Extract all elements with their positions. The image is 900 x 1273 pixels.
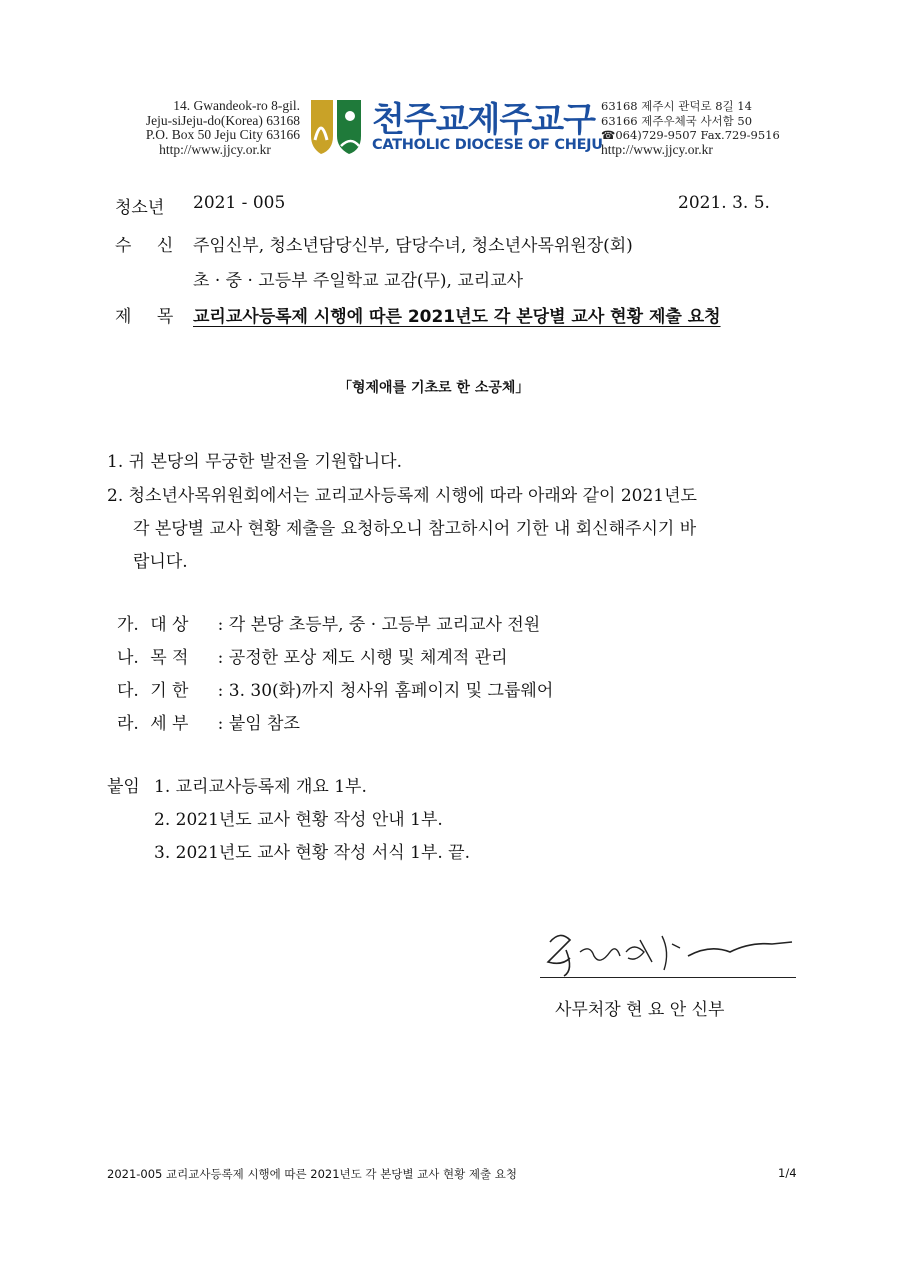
doc-number: 2021 - 005 [193,193,286,213]
phone-fax: ☎064)729-9507 Fax.729-9516 [601,128,780,142]
letterhead-address-en [130,99,300,157]
item-marker: 라. [117,714,139,734]
item-marker: 다. [117,681,139,701]
attachment-item: 1. 교리교사등록제 개요 1부. [154,777,367,797]
item-value: : 공정한 포상 제도 시행 및 체계적 관리 [217,648,508,668]
address-line: 14. Gwandeok-ro 8-gil. [173,98,300,113]
recipient-line: 주임신부, 청소년담당신부, 담당수녀, 청소년사목위원장(회) [193,236,633,256]
list-item [117,676,553,701]
handwritten-signature [540,922,800,980]
subject-title: 교리교사등록제 시행에 따른 2021년도 각 본당별 교사 현황 제출 요청 [193,307,721,327]
recipient-line: 초 · 중 · 고등부 주일학교 교감(무), 교리교사 [193,271,524,291]
attachments-label: 붙임 [107,777,140,797]
address-line: 63168 제주시 관덕로 8길 14 [601,99,752,113]
list-item [117,610,540,635]
motto: 「형제애를 기초로 한 소공체」 [338,380,530,396]
brand-name-korean: 천주교제주교구 [372,100,595,140]
item-value: : 3. 30(화)까지 청사위 홈페이지 및 그룹웨어 [217,681,554,701]
footer-title: 2021-005 교리교사등록제 시행에 따른 2021년도 각 본당별 교사 현황 제출 요청 [107,1167,518,1181]
item-marker: 가. [117,615,139,635]
address-line: 63166 제주우체국 사서함 50 [601,113,753,128]
page-number: 1/4 [778,1166,797,1180]
paragraph-2-line: 각 본당별 교사 현황 제출을 요청하오니 참고하시어 기한 내 회신해주시기 바 [133,519,697,539]
address-line: P.O. Box 50 Jeju City 63166 [145,127,300,142]
doc-date: 2021. 3. 5. [678,193,770,213]
signature-line [540,977,796,978]
item-marker: 나. [117,648,139,668]
paragraph-1: 1. 귀 본당의 무궁한 발전을 기원합니다. [107,452,402,472]
subject-label: 제 목 [115,307,184,327]
doc-number-label: 청소년 [115,198,165,218]
website-link[interactable]: http://www.jjcy.or.kr [159,141,271,157]
item-value: : 각 본당 초등부, 중 · 고등부 교리교사 전원 [217,615,541,635]
item-label: 세 부 [150,714,189,734]
item-value: : 붙임 참조 [217,714,300,734]
signatory: 사무처장 현 요 안 신부 [555,1000,725,1020]
website-link[interactable]: http://www.jjcy.or.kr [601,141,713,157]
item-label: 기 한 [150,681,189,701]
recipient-label: 수 신 [115,236,184,256]
attachment-item: 3. 2021년도 교사 현황 작성 서식 1부. 끝. [154,843,470,863]
address-line: Jeju-siJeju-do(Korea) 63168 [145,112,300,128]
list-item [117,709,300,734]
item-label: 대 상 [150,615,189,635]
paragraph-2-line: 2. 청소년사목위원회에서는 교리교사등록제 시행에 따라 아래와 같이 2021년도 [107,486,697,506]
brand-name-english: CATHOLIC DIOCESE OF CHEJU [372,137,603,153]
item-label: 목 적 [150,648,189,668]
attachment-item: 2. 2021년도 교사 현황 작성 안내 1부. [154,810,443,830]
list-item [117,643,508,668]
diocese-logo-icon [305,96,365,158]
paragraph-2-line: 랍니다. [133,552,188,572]
letterhead-address-ko [601,99,780,157]
